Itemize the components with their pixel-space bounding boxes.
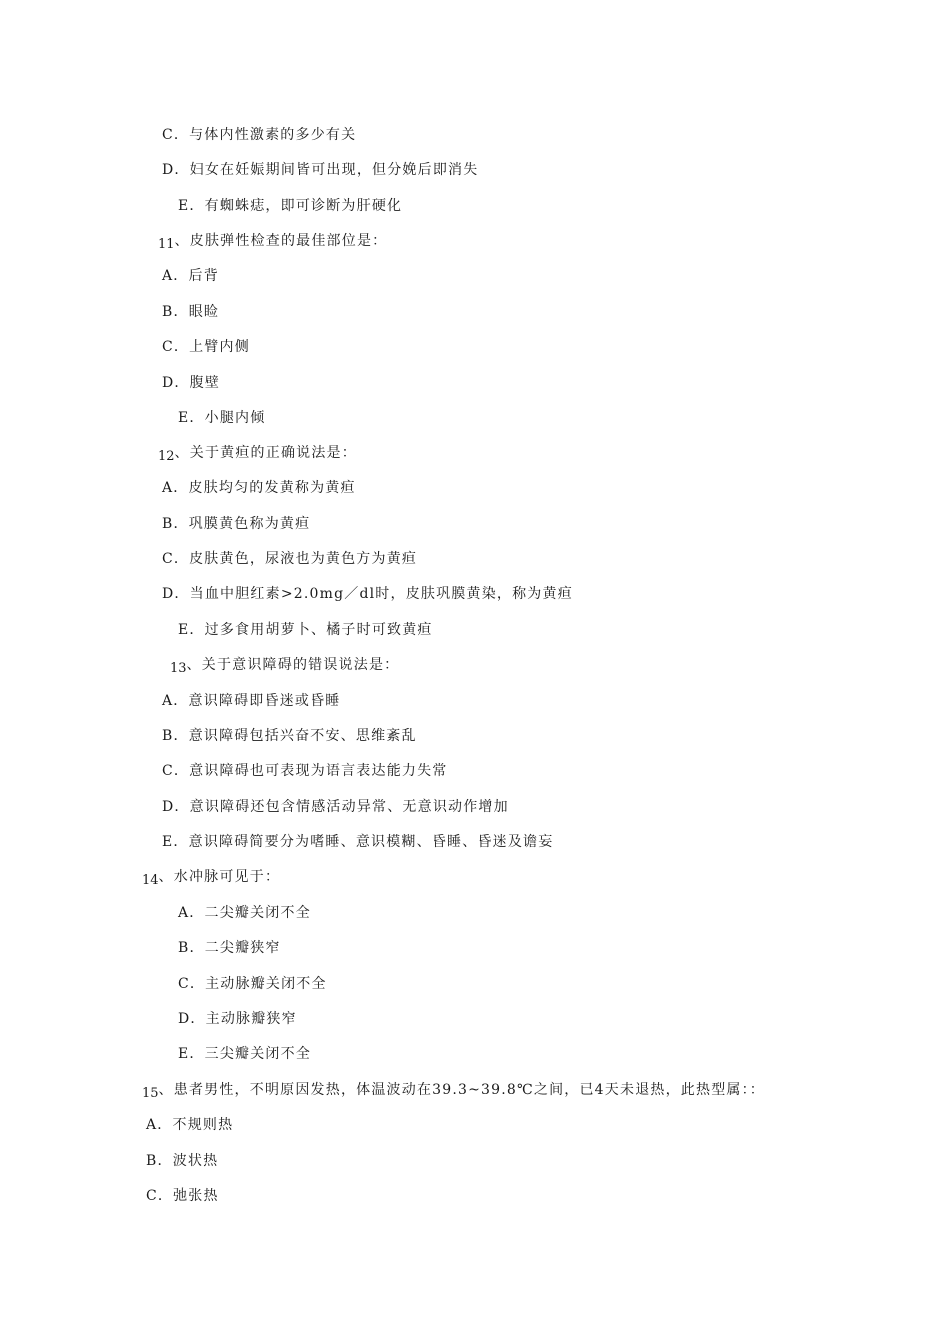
q13-option-c: C．意识障碍也可表现为语言表达能力失常 [162,763,448,779]
q12-option-a: A．皮肤均匀的发黄称为黄疸 [162,480,356,496]
q14-option-a: A．二尖瓣关闭不全 [178,905,311,921]
q14-option-c: C．主动脉瓣关闭不全 [178,976,327,992]
q13-stem [170,656,399,675]
q11-option-d: D．腹壁 [162,375,221,391]
q11-option-c: C．上臂内侧 [162,339,250,355]
q14-stem-text: 、水冲脉可见于： [158,869,281,885]
q14-option-b: B．二尖瓣狭窄 [178,940,281,956]
q10-option-c: C．与体内性激素的多少有关 [162,127,357,143]
q13-option-b: B．意识障碍包括兴奋不安、思维紊乱 [162,728,417,744]
q13-option-e: E．意识障碍简要分为嗜睡、意识模糊、昏睡、昏迷及谵妄 [162,834,554,850]
q12-option-d: D．当血中胆红素>2.0mg／dl时，皮肤巩膜黄染，称为黄疸 [162,586,573,602]
q14-option-d: D．主动脉瓣狭窄 [178,1011,297,1027]
q15-number: 15 [142,1086,159,1101]
q12-option-c: C．皮肤黄色，尿液也为黄色方为黄疸 [162,551,418,567]
q13-option-a: A．意识障碍即昏迷或昏睡 [162,693,341,709]
q11-option-b: B．眼睑 [162,304,220,320]
q11-stem [158,232,387,251]
q12-option-e: E．过多食用胡萝卜、橘子时可致黄疸 [178,622,433,638]
q13-number: 13 [170,661,187,676]
q13-option-d: D．意识障碍还包含情感活动异常、无意识动作增加 [162,799,509,815]
q15-stem-text: 、患者男性，不明原因发热，体温波动在39.3~39.8℃之间，已4天未退热，此热型属：： [158,1082,765,1098]
q12-number: 12 [158,449,175,464]
q11-stem-text: 、皮肤弹性检查的最佳部位是： [174,233,388,249]
q12-stem [158,444,357,463]
q10-option-e: E．有蜘蛛痣，即可诊断为肝硬化 [178,198,403,214]
q11-option-e: E．小腿内倾 [178,410,266,426]
q15-stem [142,1081,765,1100]
q12-stem-text: 、关于黄疸的正确说法是： [174,445,357,461]
q15-option-b: B．波状热 [146,1153,219,1169]
q14-stem [142,868,280,887]
q14-number: 14 [142,873,159,888]
q10-option-d: D．妇女在妊娠期间皆可出现，但分娩后即消失 [162,162,479,178]
q14-option-e: E．三尖瓣关闭不全 [178,1046,312,1062]
q11-number: 11 [158,237,175,252]
q15-option-c: C．弛张热 [146,1188,219,1204]
q11-option-a: A．后背 [162,268,219,284]
q13-stem-text: 、关于意识障碍的错误说法是： [186,657,400,673]
q12-option-b: B．巩膜黄色称为黄疸 [162,516,311,532]
q15-option-a: A．不规则热 [146,1117,234,1133]
